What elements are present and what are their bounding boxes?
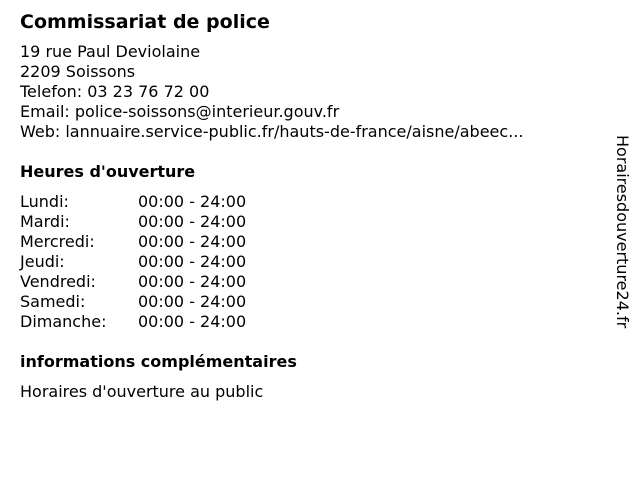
hours-time: 00:00 - 24:00: [138, 212, 247, 231]
place-card: [20, 10, 605, 402]
hours-day: Lundi:: [20, 192, 69, 211]
hours-day: Jeudi:: [20, 252, 65, 271]
email-text: Email: police-soissons@interieur.gouv.fr: [20, 102, 340, 121]
hours-heading: Heures d'ouverture: [20, 162, 196, 181]
hours-time: 00:00 - 24:00: [138, 292, 247, 311]
page-title: Commissariat de police: [20, 11, 270, 33]
hours-row-mardi: [20, 212, 605, 232]
address-street: 19 rue Paul Deviolaine: [20, 42, 201, 61]
hours-time: 00:00 - 24:00: [138, 232, 247, 251]
info-text: Horaires d'ouverture au public: [20, 382, 264, 401]
info-heading: informations complémentaires: [20, 352, 297, 371]
hours-day: Mardi:: [20, 212, 70, 231]
hours-row-lundi: [20, 192, 605, 212]
address-city: 2209 Soissons: [20, 62, 136, 81]
site-brand-vertical: Horairesdouverture24.fr: [613, 135, 632, 329]
hours-day: Samedi:: [20, 292, 86, 311]
hours-time: 00:00 - 24:00: [138, 312, 247, 331]
hours-table: [20, 192, 605, 332]
hours-time: 00:00 - 24:00: [138, 252, 247, 271]
hours-day: Vendredi:: [20, 272, 96, 291]
web-link[interactable]: Web: lannuaire.service-public.fr/hauts-de-france/aisne/abeec...: [20, 122, 524, 141]
hours-row-jeudi: [20, 252, 605, 272]
hours-day: Mercredi:: [20, 232, 95, 251]
hours-row-samedi: [20, 292, 605, 312]
hours-row-mercredi: [20, 232, 605, 252]
hours-time: 00:00 - 24:00: [138, 272, 247, 291]
hours-row-vendredi: [20, 272, 605, 292]
hours-row-dimanche: [20, 312, 605, 332]
hours-time: 00:00 - 24:00: [138, 192, 247, 211]
contact-block: [20, 42, 605, 142]
phone-text: Telefon: 03 23 76 72 00: [20, 82, 210, 101]
hours-day: Dimanche:: [20, 312, 107, 331]
